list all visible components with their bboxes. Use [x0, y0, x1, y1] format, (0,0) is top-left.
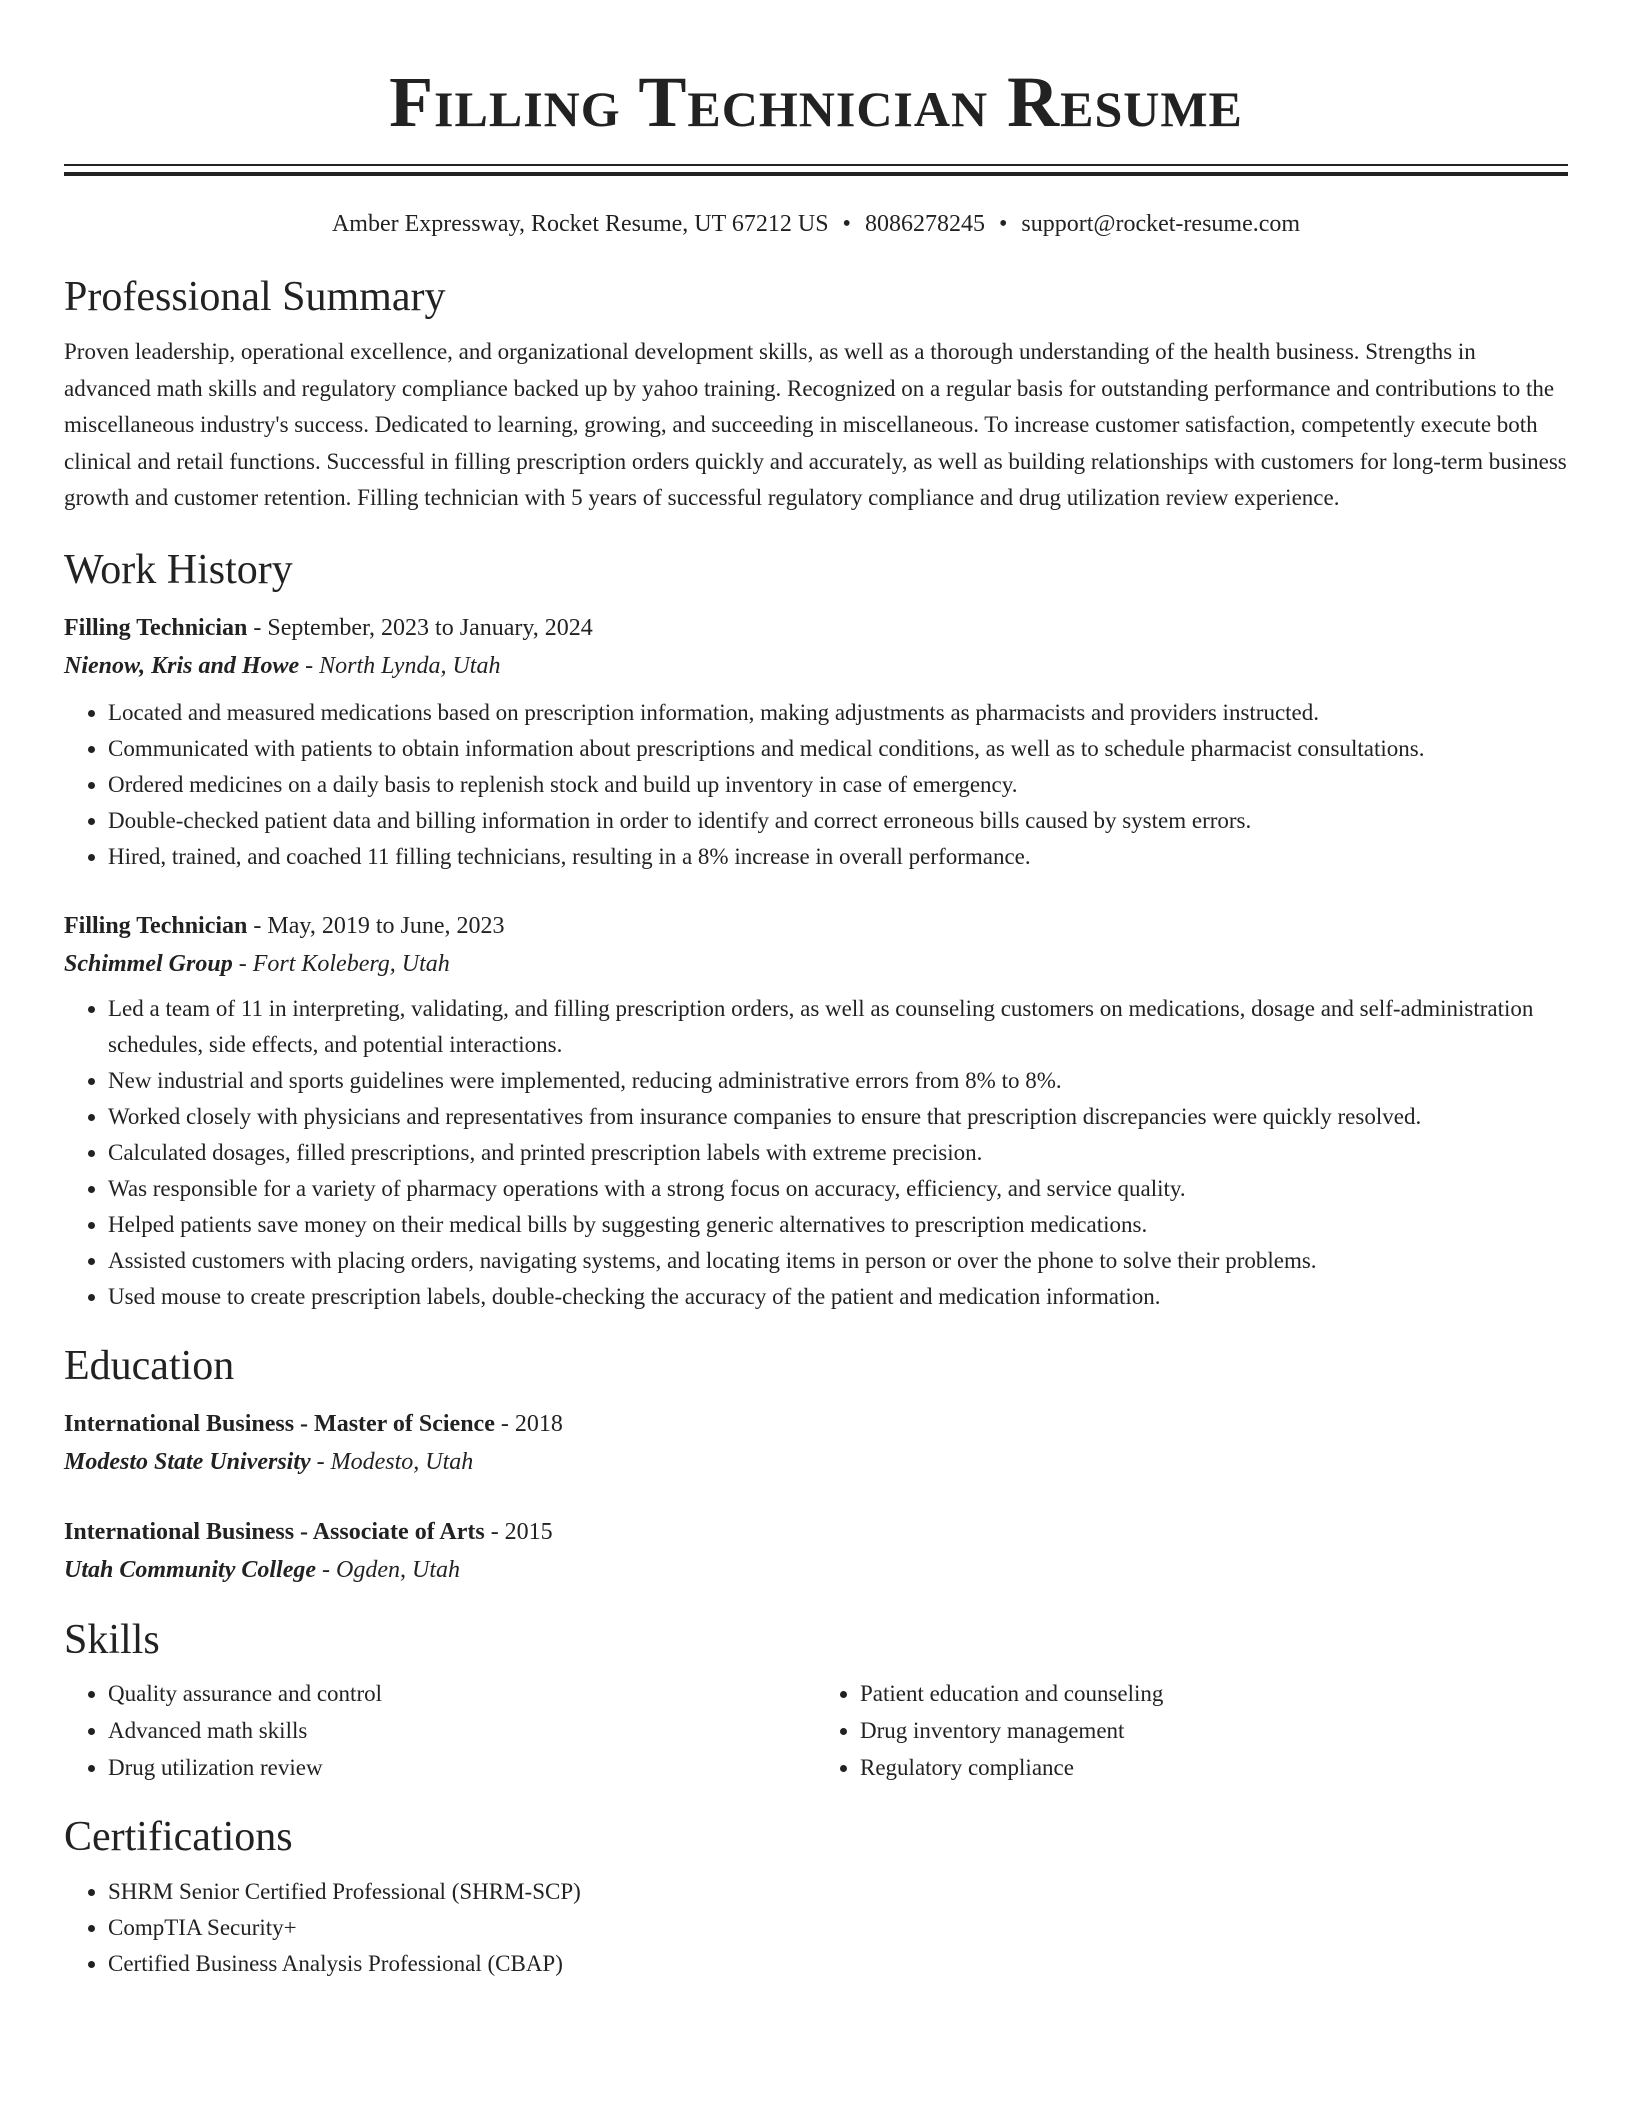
list-item: • Ordered medicines on a daily basis to replenish stock and build up inventory in case of emergency.	[108, 767, 1568, 803]
skill-item: • Advanced math skills	[108, 1712, 816, 1749]
contact-address: Amber Expressway, Rocket Resume, UT 67212 US	[331, 211, 829, 237]
contact-line	[64, 208, 1568, 240]
school: Modesto State University	[64, 1448, 311, 1475]
certification-item: • CompTIA Security+	[108, 1910, 1568, 1946]
degree: International Business - Associate of Arts	[64, 1518, 485, 1545]
summary-heading: Professional Summary	[64, 274, 446, 320]
job-company-line	[64, 945, 1568, 983]
job-title-line	[64, 907, 1568, 945]
certifications-list	[64, 1874, 1568, 1982]
skill-item: • Quality assurance and control	[108, 1675, 816, 1712]
list-item: • Hired, trained, and coached 11 filling technicians, resulting in a 8% increase in overall performance.	[108, 839, 1568, 875]
school-line	[64, 1551, 1568, 1589]
work-history-heading: Work History	[64, 546, 293, 593]
skills-list	[64, 1675, 1568, 1786]
list-item: • Double-checked patient data and billing information in order to identify and correct erroneous bills caused by system errors.	[108, 803, 1568, 839]
degree-line	[64, 1405, 1568, 1443]
list-item: • New industrial and sports guidelines were implemented, reducing administrative errors from 8% to 8%.	[108, 1063, 1568, 1099]
skill-item: • Drug utilization review	[108, 1749, 816, 1786]
job-dates: - September, 2023 to January, 2024	[247, 614, 593, 641]
school-location: - Modesto, Utah	[310, 1448, 474, 1475]
skills-column-left	[64, 1675, 816, 1786]
degree-year: - 2015	[484, 1518, 553, 1545]
skills-column-right	[816, 1675, 1568, 1786]
job-entry	[64, 609, 1568, 875]
education-entry	[64, 1405, 1568, 1481]
list-item: • Was responsible for a variety of pharmacy operations with a strong focus on accuracy, efficiency, and service quality.	[108, 1171, 1568, 1207]
job-company: Schimmel Group	[64, 950, 233, 977]
education-entry	[64, 1513, 1568, 1589]
degree-year: - 2018	[494, 1410, 563, 1437]
job-company: Nienow, Kris and Howe	[64, 652, 300, 679]
job-bullets	[64, 991, 1568, 1315]
list-item: • Helped patients save money on their medical bills by suggesting generic alternatives to prescription medications.	[108, 1207, 1568, 1243]
skill-item: • Patient education and counseling	[860, 1675, 1568, 1712]
certification-item: • SHRM Senior Certified Professional (SHRM-SCP)	[108, 1874, 1568, 1910]
contact-phone: 8086278245	[864, 211, 985, 237]
resume-title: Filling Technician Resume	[389, 62, 1243, 142]
school: Utah Community College	[64, 1556, 317, 1583]
list-item: • Used mouse to create prescription labels, double-checking the accuracy of the patient and medication information.	[108, 1279, 1568, 1315]
school-location: - Ogden, Utah	[316, 1556, 461, 1583]
degree-line	[64, 1513, 1568, 1551]
title-divider-thick	[64, 172, 1568, 176]
contact-separator: •	[842, 211, 851, 237]
summary-text: Proven leadership, operational excellence, and organizational development skills, as well as a thorough understanding of the health business. Strengths in advanced math skills and regulatory compliance backed up by yahoo training. Recognized on a regular basis for outstanding performance and contributions to the miscellaneous industry's success. Dedicated to learning, growing, and succeeding in miscellaneous. To increase customer satisfaction, competently execute both clinical and retail functions. Successful in filling prescription orders quickly and accurately, as well as building relationships with customers for long-term business growth and customer retention. Filling technician with 5 years of successful regulatory compliance and drug utilization review experience.	[64, 339, 1567, 510]
list-item: • Calculated dosages, filled prescriptions, and printed prescription labels with extreme precision.	[108, 1135, 1568, 1171]
job-location: - Fort Koleberg, Utah	[232, 950, 450, 977]
contact-separator: •	[998, 211, 1008, 237]
job-title-line	[64, 609, 1568, 647]
list-item: • Assisted customers with placing orders, navigating systems, and locating items in person or over the phone to solve their problems.	[108, 1243, 1568, 1279]
contact-email: support@rocket-resume.com	[1021, 211, 1301, 237]
skills-heading: Skills	[64, 1616, 160, 1663]
job-entry	[64, 907, 1568, 1315]
job-company-line	[64, 647, 1568, 685]
list-item: • Communicated with patients to obtain information about prescriptions and medical conditions, as well as to schedule pharmacist consultations.	[108, 731, 1568, 767]
skill-item: • Drug inventory management	[860, 1712, 1568, 1749]
certifications-heading: Certifications	[64, 1813, 293, 1860]
list-item: • Located and measured medications based on prescription information, making adjustments as pharmacists and providers instructed.	[108, 695, 1568, 731]
job-location: - North Lynda, Utah	[299, 652, 501, 679]
job-title: Filling Technician	[64, 912, 248, 939]
certification-item: • Certified Business Analysis Professional (CBAP)	[108, 1946, 1568, 1982]
list-item: • Worked closely with physicians and representatives from insurance companies to ensure that prescription discrepancies were quickly resolved.	[108, 1099, 1568, 1135]
school-line	[64, 1443, 1568, 1481]
job-title: Filling Technician	[64, 614, 248, 641]
job-bullets	[64, 695, 1568, 875]
list-item: • Led a team of 11 in interpreting, validating, and filling prescription orders, as well as counseling customers on medications, dosage and self-administration schedules, side effects, and potential interactions.	[108, 991, 1568, 1063]
title-divider-thin	[64, 164, 1568, 166]
degree: International Business - Master of Science	[64, 1410, 495, 1437]
education-heading: Education	[64, 1342, 235, 1389]
skill-item: • Regulatory compliance	[860, 1749, 1568, 1786]
job-dates: - May, 2019 to June, 2023	[247, 912, 505, 939]
